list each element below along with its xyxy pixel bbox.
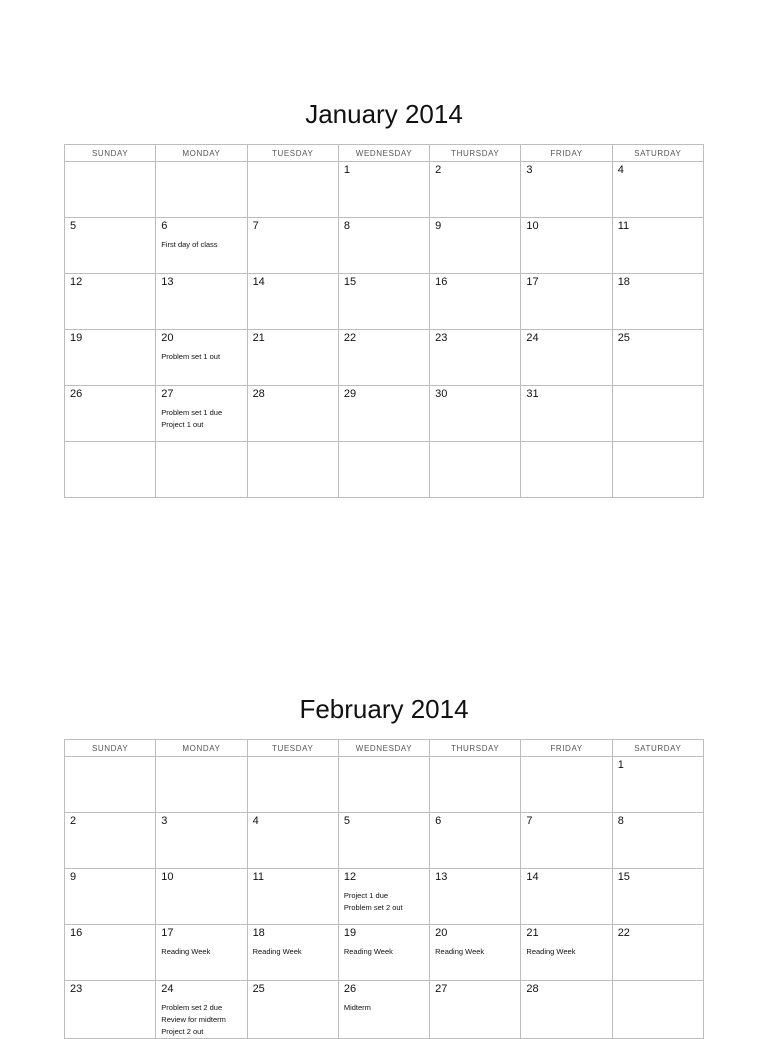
day-number <box>248 757 338 775</box>
day-cell[interactable] <box>65 330 156 386</box>
event-note: Project 1 out <box>161 420 204 429</box>
week-row <box>65 274 704 330</box>
day-number: 15 <box>617 871 630 883</box>
event-list <box>156 404 246 431</box>
day-cell[interactable] <box>156 162 247 218</box>
event-list <box>156 348 246 363</box>
day-number <box>521 442 611 460</box>
day-number: 3 <box>526 164 533 176</box>
weekday-header-row <box>65 740 704 757</box>
event-note: Reading Week <box>343 947 393 956</box>
weekday-header-tuesday: TUESDAY <box>247 740 338 757</box>
day-cell[interactable] <box>338 981 429 1039</box>
day-number <box>65 442 155 460</box>
day-number: 20 <box>161 332 174 344</box>
day-cell[interactable] <box>521 274 612 330</box>
day-cell[interactable] <box>156 869 247 925</box>
day-number: 28 <box>252 388 265 400</box>
day-cell[interactable] <box>521 757 612 813</box>
day-number: 19 <box>343 927 357 939</box>
day-number: 21 <box>526 927 539 939</box>
day-cell[interactable] <box>247 925 338 981</box>
week-row <box>65 386 704 442</box>
day-number: 12 <box>70 276 83 288</box>
day-number <box>156 442 246 460</box>
day-cell[interactable] <box>430 925 521 981</box>
day-cell[interactable] <box>612 925 703 981</box>
weekday-header-monday: MONDAY <box>156 145 247 162</box>
day-cell[interactable] <box>156 330 247 386</box>
day-number <box>156 757 246 775</box>
day-cell[interactable] <box>247 869 338 925</box>
day-cell[interactable] <box>156 442 247 498</box>
day-cell[interactable] <box>338 757 429 813</box>
event-note: Midterm <box>343 1003 371 1012</box>
event-note: Reading Week <box>161 947 211 956</box>
day-number <box>521 757 611 775</box>
day-cell[interactable] <box>430 981 521 1039</box>
day-cell[interactable] <box>430 386 521 442</box>
day-cell[interactable] <box>65 981 156 1039</box>
day-cell[interactable] <box>338 330 429 386</box>
day-number: 17 <box>526 276 539 288</box>
day-number: 1 <box>343 164 350 176</box>
day-number <box>248 162 338 180</box>
day-cell[interactable] <box>338 218 429 274</box>
event-note: Reading Week <box>526 947 576 956</box>
event-note: Problem set 1 due <box>161 408 223 417</box>
day-number <box>613 386 703 404</box>
day-number: 24 <box>161 983 174 995</box>
day-cell[interactable] <box>521 330 612 386</box>
weekday-header-saturday: SATURDAY <box>612 740 703 757</box>
day-cell[interactable] <box>612 442 703 498</box>
day-number: 25 <box>617 332 630 344</box>
week-row <box>65 925 704 981</box>
event-note: Problem set 2 out <box>343 903 403 912</box>
day-cell[interactable] <box>65 274 156 330</box>
calendar-grid <box>64 144 704 498</box>
day-cell[interactable] <box>338 869 429 925</box>
day-number <box>156 162 246 180</box>
day-cell[interactable] <box>247 757 338 813</box>
day-cell[interactable] <box>521 813 612 869</box>
day-cell[interactable] <box>612 981 703 1039</box>
day-cell[interactable] <box>247 442 338 498</box>
day-cell[interactable] <box>430 813 521 869</box>
day-cell[interactable] <box>338 386 429 442</box>
day-cell[interactable] <box>430 218 521 274</box>
day-cell[interactable] <box>612 869 703 925</box>
weekday-header-wednesday: WEDNESDAY <box>338 740 429 757</box>
day-number: 8 <box>343 220 350 232</box>
day-number: 3 <box>161 815 168 827</box>
day-number: 5 <box>343 815 350 827</box>
day-number: 10 <box>161 871 174 883</box>
day-number: 13 <box>161 276 174 288</box>
day-cell[interactable] <box>430 274 521 330</box>
day-number: 7 <box>252 220 259 232</box>
day-number <box>65 162 155 180</box>
day-number <box>248 442 338 460</box>
weekday-header-sunday: SUNDAY <box>65 145 156 162</box>
day-number: 16 <box>435 276 448 288</box>
day-number: 27 <box>161 388 174 400</box>
day-number: 16 <box>70 927 83 939</box>
day-number: 15 <box>343 276 357 288</box>
calendar-grid <box>64 739 704 1039</box>
event-list <box>430 943 520 958</box>
day-number: 17 <box>161 927 174 939</box>
day-cell[interactable] <box>65 442 156 498</box>
weekday-header-row <box>65 145 704 162</box>
day-cell[interactable] <box>612 813 703 869</box>
day-number: 10 <box>526 220 539 232</box>
day-number: 24 <box>526 332 539 344</box>
weekday-header-saturday: SATURDAY <box>612 145 703 162</box>
day-cell[interactable] <box>156 274 247 330</box>
week-row <box>65 813 704 869</box>
weekday-header-tuesday: TUESDAY <box>247 145 338 162</box>
event-note: Reading Week <box>252 947 302 956</box>
event-list <box>339 887 429 914</box>
day-number: 30 <box>435 388 448 400</box>
day-number: 13 <box>435 871 448 883</box>
day-cell[interactable] <box>156 386 247 442</box>
weekday-header-thursday: THURSDAY <box>430 145 521 162</box>
day-number: 2 <box>70 815 77 827</box>
day-number: 31 <box>526 388 539 400</box>
week-row <box>65 869 704 925</box>
day-cell[interactable] <box>338 813 429 869</box>
day-cell[interactable] <box>521 925 612 981</box>
day-cell[interactable] <box>247 813 338 869</box>
event-list <box>248 943 338 958</box>
day-number: 26 <box>70 388 83 400</box>
event-list <box>339 943 429 958</box>
day-cell[interactable] <box>430 869 521 925</box>
day-cell[interactable] <box>521 869 612 925</box>
day-number: 25 <box>252 983 265 995</box>
week-row <box>65 330 704 386</box>
week-row <box>65 218 704 274</box>
day-number <box>339 757 429 775</box>
day-number: 23 <box>435 332 448 344</box>
event-list <box>339 999 429 1014</box>
day-number: 27 <box>435 983 448 995</box>
day-number: 14 <box>526 871 539 883</box>
day-number: 14 <box>252 276 265 288</box>
day-number: 9 <box>70 871 77 883</box>
day-number: 28 <box>526 983 539 995</box>
day-number: 9 <box>435 220 442 232</box>
day-cell[interactable] <box>338 925 429 981</box>
day-number: 6 <box>161 220 168 232</box>
day-cell[interactable] <box>612 330 703 386</box>
day-number <box>339 442 429 460</box>
day-cell[interactable] <box>612 218 703 274</box>
day-number: 11 <box>252 871 264 883</box>
day-number: 4 <box>617 164 624 176</box>
week-row <box>65 757 704 813</box>
month-title: February 2014 <box>299 694 469 724</box>
day-cell[interactable] <box>247 330 338 386</box>
day-cell[interactable] <box>65 925 156 981</box>
weekday-header-monday: MONDAY <box>156 740 247 757</box>
day-cell[interactable] <box>247 386 338 442</box>
week-row <box>65 981 704 1039</box>
day-number: 1 <box>617 759 624 771</box>
day-cell[interactable] <box>156 925 247 981</box>
day-number: 23 <box>70 983 83 995</box>
event-note: Project 2 out <box>161 1027 204 1036</box>
month-title: January 2014 <box>305 99 463 129</box>
day-cell[interactable] <box>612 274 703 330</box>
day-cell[interactable] <box>65 162 156 218</box>
day-cell[interactable] <box>65 869 156 925</box>
month-january <box>64 96 704 498</box>
day-cell[interactable] <box>338 162 429 218</box>
day-cell[interactable] <box>156 981 247 1039</box>
day-number: 7 <box>526 815 533 827</box>
day-cell[interactable] <box>521 218 612 274</box>
event-note: Problem set 1 out <box>161 352 221 361</box>
day-number: 22 <box>617 927 630 939</box>
day-number: 18 <box>617 276 630 288</box>
event-list <box>156 236 246 251</box>
day-cell[interactable] <box>156 218 247 274</box>
event-list <box>156 943 246 958</box>
weekday-header-wednesday: WEDNESDAY <box>338 145 429 162</box>
day-number <box>613 981 703 999</box>
day-number: 11 <box>617 220 630 232</box>
event-note: Review for midterm <box>161 1015 226 1024</box>
event-note: Reading Week <box>435 947 485 956</box>
day-cell[interactable] <box>612 162 703 218</box>
day-number: 26 <box>343 983 357 995</box>
event-note: Project 1 due <box>343 891 389 900</box>
day-number: 12 <box>343 871 357 883</box>
day-cell[interactable] <box>247 274 338 330</box>
day-cell[interactable] <box>612 386 703 442</box>
day-cell[interactable] <box>247 162 338 218</box>
day-cell[interactable] <box>247 218 338 274</box>
week-row <box>65 162 704 218</box>
event-note: First day of class <box>161 240 218 249</box>
day-cell[interactable] <box>156 813 247 869</box>
day-cell[interactable] <box>521 442 612 498</box>
day-number: 29 <box>343 388 357 400</box>
event-list <box>156 999 246 1038</box>
day-number: 19 <box>70 332 83 344</box>
weekday-header-sunday: SUNDAY <box>65 740 156 757</box>
day-number: 8 <box>617 815 624 827</box>
weekday-header-thursday: THURSDAY <box>430 740 521 757</box>
day-cell[interactable] <box>338 442 429 498</box>
day-cell[interactable] <box>612 757 703 813</box>
day-cell[interactable] <box>65 757 156 813</box>
day-number: 6 <box>435 815 442 827</box>
event-note: Problem set 2 due <box>161 1003 223 1012</box>
event-list <box>521 943 611 958</box>
day-cell[interactable] <box>65 813 156 869</box>
day-cell[interactable] <box>521 162 612 218</box>
day-cell[interactable] <box>430 757 521 813</box>
day-cell[interactable] <box>521 386 612 442</box>
day-number <box>430 442 520 460</box>
day-cell[interactable] <box>430 442 521 498</box>
day-number: 21 <box>252 332 265 344</box>
day-number: 2 <box>435 164 442 176</box>
day-cell[interactable] <box>156 757 247 813</box>
day-cell[interactable] <box>521 981 612 1039</box>
day-cell[interactable] <box>338 274 429 330</box>
weekday-header-friday: FRIDAY <box>521 145 612 162</box>
week-row <box>65 442 704 498</box>
day-number: 20 <box>435 927 448 939</box>
weekday-header-friday: FRIDAY <box>521 740 612 757</box>
day-number <box>613 442 703 460</box>
day-number: 5 <box>70 220 77 232</box>
day-cell[interactable] <box>65 218 156 274</box>
day-number: 22 <box>343 332 357 344</box>
month-february <box>64 691 704 1039</box>
day-number <box>430 757 520 775</box>
day-cell[interactable] <box>247 981 338 1039</box>
day-cell[interactable] <box>430 162 521 218</box>
day-number: 18 <box>252 927 265 939</box>
day-cell[interactable] <box>65 386 156 442</box>
day-number <box>65 757 155 775</box>
day-number: 4 <box>252 815 259 827</box>
day-cell[interactable] <box>430 330 521 386</box>
